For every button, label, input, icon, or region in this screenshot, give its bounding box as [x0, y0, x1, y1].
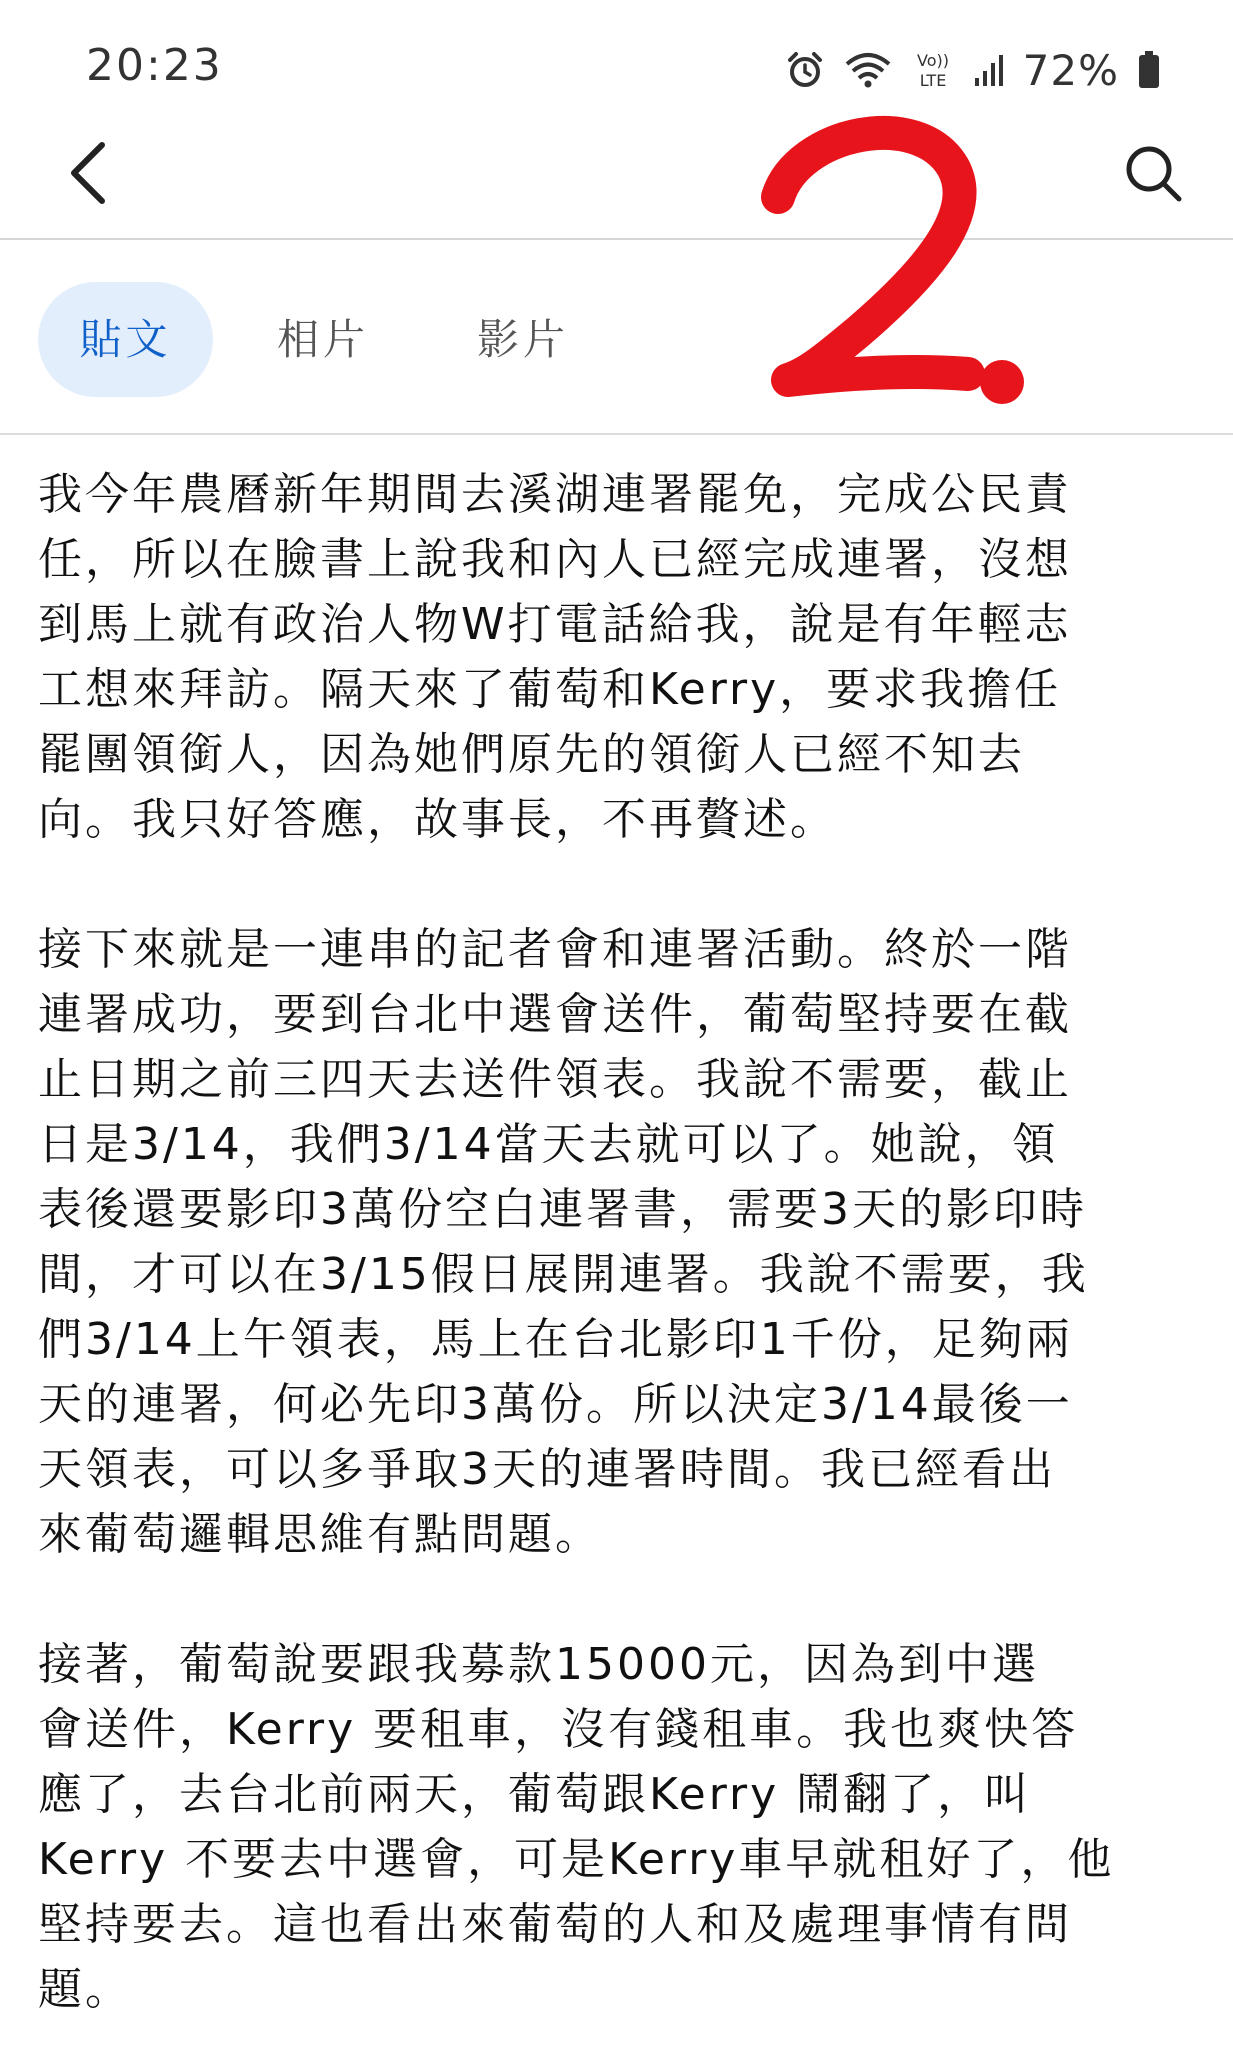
handwritten-annotation: [748, 112, 1038, 422]
tab-photos[interactable]: 相片: [276, 315, 369, 364]
signal-icon: [973, 52, 1005, 88]
wifi-icon: [843, 50, 893, 90]
post-paragraph-1: 我今年農曆新年期間去溪湖連署罷免，完成公民責 任，所以在臉書上說我和內人已經完成連署，沒想 到馬上就有政治人物W打電話給我，說是有年輕志 工想來拜訪。隔天來了葡萄和Kerry，要求我擔任 罷團領銜人，因為她們原先的領銜人已經不知去 向。我只好答應，故事長，不再贅述。: [38, 469, 1072, 845]
status-icons: [785, 40, 1161, 100]
search-icon: [1123, 143, 1183, 207]
back-arrow-icon: [66, 141, 110, 209]
post-paragraph-2: 接下來就是一連串的記者會和連署活動。終於一階 連署成功，要到台北中選會送件，葡萄堅持要在截 止日期之前三四天去送件領表。我說不需要，截止 日是3/14，我們3/14當天去就可以了。她說，領 表後還要影印3萬份空白連署書，需要3天的影印時 間，才可以在3/15假日展開連署。我說不需要，我 們3/14上午領表，馬上在台北影印1千份，足夠兩 天的連署，何必先印3萬份。所以決定3/14最後一 天領表，可以多爭取3天的連署時間。我已經看出 來葡萄邏輯思維有點問題。: [38, 924, 1089, 1560]
lte-label: LTE: [919, 71, 946, 90]
post-paragraph-3: 接著，葡萄說要跟我募款15000元，因為到中選 會送件，Kerry 要租車，沒有錢租車。我也爽快答 應了，去台北前兩天，葡萄跟Kerry 鬧翻了，叫 Kerry 不要去中選會，可是Kerry車早就租好了，他 堅持要去。這也看出來葡萄的人和及處理事情有問 題。: [38, 1639, 1115, 2015]
battery-icon: [1137, 50, 1161, 90]
volte-lte-icon: [911, 48, 955, 92]
battery-percent: 72%: [1022, 45, 1119, 95]
search-button[interactable]: [1113, 135, 1193, 215]
app-bar: [0, 110, 1233, 240]
alarm-icon: [785, 50, 825, 90]
back-button[interactable]: [48, 135, 128, 215]
tab-videos[interactable]: 影片: [476, 315, 569, 364]
volte-label: Vo)): [916, 51, 949, 70]
post-body: [38, 462, 1208, 2022]
status-time: 20:23: [86, 40, 223, 91]
tab-bar: [0, 240, 1233, 435]
tab-posts[interactable]: 貼文: [38, 282, 213, 397]
